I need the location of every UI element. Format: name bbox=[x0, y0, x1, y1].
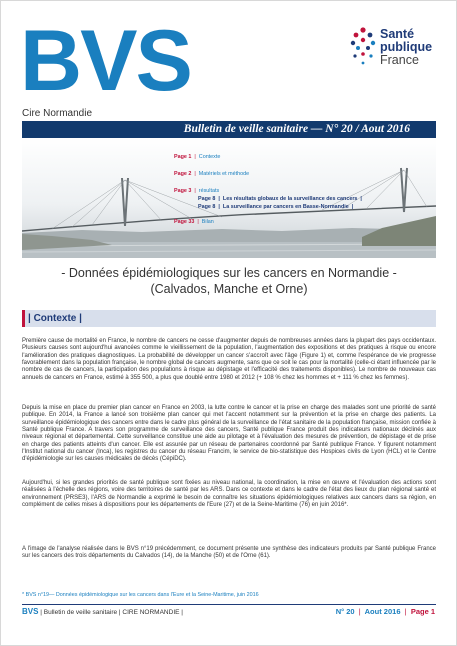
toc-page-number: Page 33 bbox=[174, 219, 195, 225]
toc-separator: | bbox=[195, 219, 201, 225]
publisher-name bbox=[380, 28, 432, 67]
footer-page-number: Page 1 bbox=[410, 607, 435, 616]
main-title-line-1: - Données épidémiologiques sur les cancers en Normandie - bbox=[61, 266, 397, 280]
toc-separator: | bbox=[192, 188, 198, 194]
toc-page-number: Page 3 bbox=[174, 188, 192, 194]
toc-label: résultats bbox=[198, 188, 220, 194]
footer-separator: | bbox=[356, 607, 363, 616]
footer-separator: | bbox=[402, 607, 409, 616]
toc-label: La surveillance par cancers en Basse-Normandie bbox=[222, 204, 349, 210]
toc-separator: | bbox=[358, 196, 362, 202]
toc-separator: | bbox=[192, 171, 198, 177]
toc-page-number: Page 2 bbox=[174, 171, 192, 177]
body-paragraph: Première cause de mortalité en France, le nombre de cancers ne cesse d'augmenter depuis de nombreuses années dans la plupart des pays occidentaux. Plusieurs causes sont aujourd'hui avancées comme le vieillissement de la population, l'augmentation des expositions et des pratiques à risque ou encore l'amélioration des pratiques diagnostiques. La probabilité de développer un cancer s'accroît avec l'âge (Figure 1) et, comme l'espérance de vie progresse favorablement dans la population française, le nombre global de cancers augmente, sans que ce soit le cas pour la mortalité (celle-ci étant influencée par le nombre de cas de cancers, la participation des populations à risque au dépistage et l'efficacité des traitements disponibles). Le nombre de nouveaux cas annuels de cancers en France, estimé à 355 500, a plus que doublé entre 1980 et 2012 (+ 108 % chez les hommes et + 111 % chez les femmes). bbox=[22, 338, 436, 381]
bvs-logo: BVS bbox=[20, 13, 191, 109]
main-title-line-2: (Calvados, Manche et Orne) bbox=[150, 281, 308, 296]
region-label: Cire Normandie bbox=[22, 108, 93, 119]
publisher-line-2: publique bbox=[380, 40, 433, 54]
toc-separator: | bbox=[216, 196, 222, 202]
section-header-band bbox=[22, 310, 436, 327]
toc-item[interactable] bbox=[174, 154, 220, 160]
sante-publique-france-logo-icon bbox=[350, 26, 376, 72]
toc-item[interactable] bbox=[174, 219, 214, 225]
toc-label: Contexte bbox=[198, 154, 221, 160]
footer-date: Aout 2016 bbox=[364, 607, 401, 616]
section-title: | Contexte | bbox=[28, 313, 82, 324]
toc-item[interactable] bbox=[174, 188, 219, 194]
section-marker bbox=[22, 310, 25, 327]
toc-label: Matériels et méthode bbox=[198, 171, 250, 177]
toc-separator: | bbox=[350, 204, 354, 210]
footnote: * BVS n°19— Données épidémiologique sur les cancers dans l'Eure et la Seine-Maritime, juin 2016 bbox=[22, 592, 259, 598]
toc-page-number: Page 8 bbox=[198, 204, 216, 210]
cover-photo bbox=[22, 138, 436, 258]
body-paragraph: Aujourd'hui, si les grandes priorités de santé publique sont fixées au niveau national, la coordination, la mise en œuvre et l'évaluation des actions sont réalisées à l'échelle des régions, voire des territoires de santé par les ARS. Dans ce contexte et dans le cadre de l'état des lieux du plan régional santé et environnement (PRSE3), l'ARS de Normandie a exprimé le besoin de connaître les situations épidémiologiques relatives aux cancers dans sa région, en complément de celles mises à dispositions pour les départements de l'Eure (27) et de la Seine-Maritime (76) en juin 2016*. bbox=[22, 480, 436, 509]
body-paragraph: A l'image de l'analyse réalisée dans le BVS n°19 précédemment, ce document présente une synthèse des indicateurs produits par Santé publique France sur les cancers des trois départements du Calvados (14), de la Manche (50) et de l'Orne (61). bbox=[22, 546, 436, 560]
body-paragraph: Depuis la mise en place du premier plan cancer en France en 2003, la lutte contre le cancer et la prise en charge des malades sont une priorité de santé publique. En 2014, la France a lancé son troisième plan cancer qui met l'accent notamment sur la prévention et la prise en charge des patients. La surveillance épidémiologique des cancers entre dans le cadre plus général de la surveillance de l'état sanitaire de la population française, mission confiée à Santé publique France. A travers son programme de surveillance des cancers, Santé publique France produit des indicateurs nationaux déclinés aux niveaux régional et départemental. Cette surveillance constitue une aide au pilotage et à l'évaluation des mesures de prévention, de dépistage et de prise en charge des patients atteints d'un cancer. Elle est assurée par un réseau de partenaires coordonné par Santé publique France. Y figurent notamment l'Institut national du cancer (Inca), les registres du cancer du réseau Francim, le service de bio-statistique des Hospices civils de Lyon (HCL) et le Centre d'épidémiologie sur les causes médicales de décès (CépiDC). bbox=[22, 405, 436, 463]
footer-bvs: BVS bbox=[22, 607, 39, 616]
toc-separator: | bbox=[216, 204, 222, 210]
footer-left bbox=[22, 607, 183, 616]
footer-issue: N° 20 bbox=[335, 607, 355, 616]
footer-publication: | Bulletin de veille sanitaire | CIRE NORMANDIE | bbox=[40, 609, 183, 616]
toc-item[interactable] bbox=[174, 171, 249, 177]
publisher-line-3: France bbox=[380, 53, 419, 67]
toc-separator: | bbox=[192, 154, 198, 160]
footer-right bbox=[336, 607, 435, 616]
toc-subitem[interactable] bbox=[198, 204, 353, 210]
footer-divider bbox=[22, 604, 436, 605]
toc-label: Bilan bbox=[201, 219, 214, 225]
toc-page-number: Page 1 bbox=[174, 154, 192, 160]
bulletin-title: Bulletin de veille sanitaire — N° 20 / Aout 2016 bbox=[183, 123, 410, 135]
toc-subitem[interactable] bbox=[198, 196, 362, 202]
publisher-line-1: Santé bbox=[380, 27, 415, 41]
toc-page-number: Page 8 bbox=[198, 196, 216, 202]
toc-label: Les résultats globaux de la surveillance des cancers bbox=[222, 196, 358, 202]
main-title bbox=[22, 266, 436, 297]
